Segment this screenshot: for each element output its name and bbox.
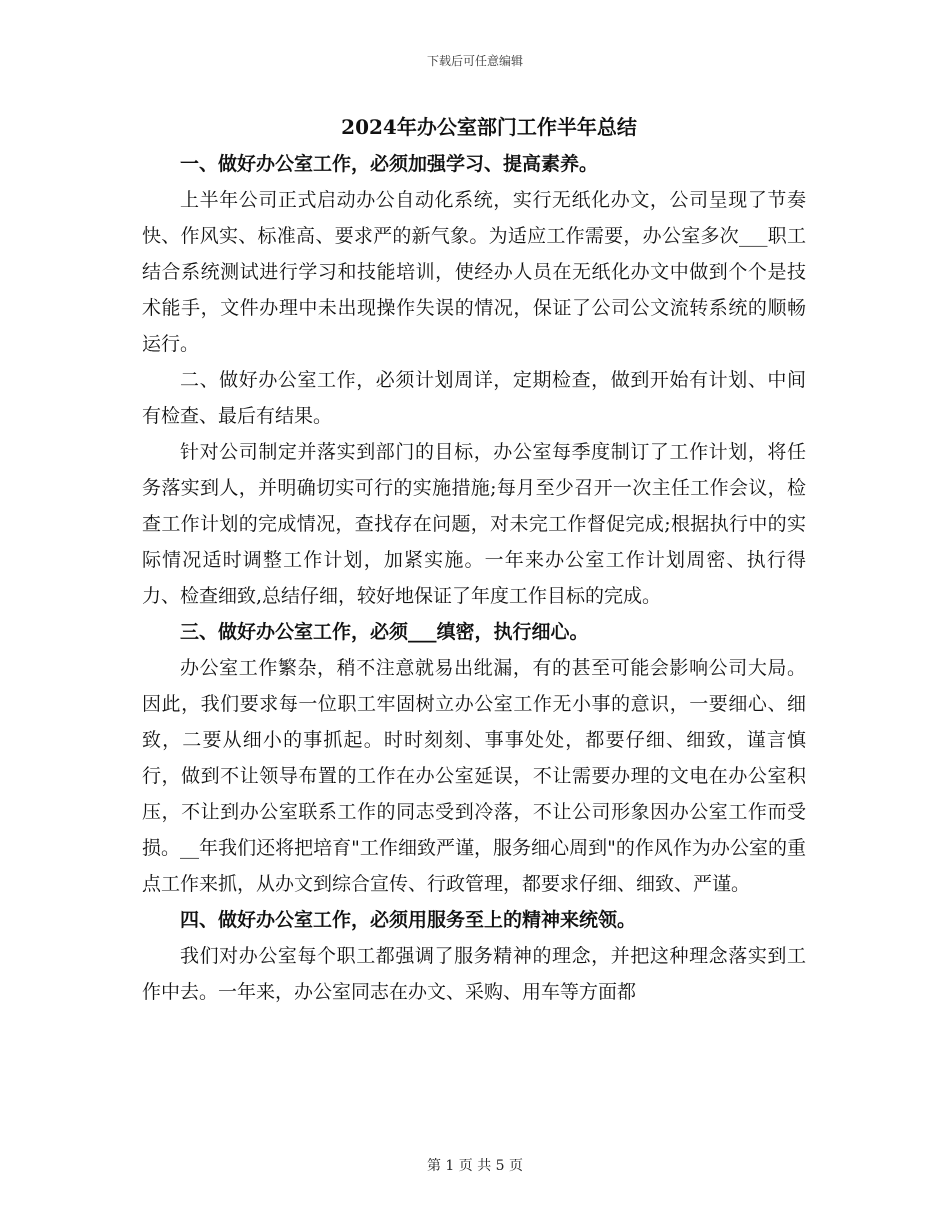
section-heading-3: 三、做好办公室工作，必须___缜密，执行细心。: [180, 621, 589, 643]
paragraph-1: 上半年公司正式启动办公自动化系统，实行无纸化办文，公司呈现了节奏快、作风实、标准高、要求严的新气象。为适应工作需要，办公室多次___职工结合系统测试进行学习和技能培训，使经办人员在无纸化办文中做到个个是技术能手，文件办理中未出现操作失误的情况，保证了公司公文流转系统的顺畅运行。: [142, 189, 806, 355]
page-number-footer: 第 1 页 共 5 页: [426, 1158, 524, 1174]
section-heading-4: 四、做好办公室工作，必须用服务至上的精神来统领。: [180, 909, 637, 931]
paragraph-5: 我们对办公室每个职工都强调了服务精神的理念，并把这种理念落实到工作中去。一年来，办公室同志在办文、采购、用车等方面都: [142, 945, 806, 1003]
document-title: 2024年办公室部门工作半年总结: [341, 115, 637, 139]
section-heading-1: 一、做好办公室工作，必须加强学习、提高素养。: [180, 153, 599, 175]
paragraph-2: 二、做好办公室工作，必须计划周详，定期检查，做到开始有计划、中间有检查、最后有结果。: [142, 369, 806, 427]
paragraph-4: 办公室工作繁杂，稍不注意就易出纰漏，有的甚至可能会影响公司大局。因此，我们要求每一位职工牢固树立办公室工作无小事的意识，一要细心、细致，二要从细小的事抓起。时时刻刻、事事处处，都要仔细、细致，谨言慎行，做到不让领导布置的工作在办公室延误，不让需要办理的文电在办公室积压，不让到办公室联系工作的同志受到冷落，不让公司形象因办公室工作而受损。__年我们还将把培育"工作细致严谨，服务细心周到"的作风作为办公室的重点工作来抓，从办文到综合宣传、行政管理，都要求仔细、细致、严谨。: [142, 657, 806, 895]
page-header-note: 下载后可任意编辑: [426, 54, 523, 68]
document-body: [142, 112, 806, 1010]
paragraph-3: 针对公司制定并落实到部门的目标，办公室每季度制订了工作计划，将任务落实到人，并明确切实可行的实施措施;每月至少召开一次主任工作会议，检查工作计划的完成情况，查找存在问题，对未完工作督促完成;根据执行中的实际情况适时调整工作计划，加紧实施。一年来办公室工作计划周密、执行得力、检查细致,总结仔细，较好地保证了年度工作目标的完成。: [142, 441, 806, 607]
